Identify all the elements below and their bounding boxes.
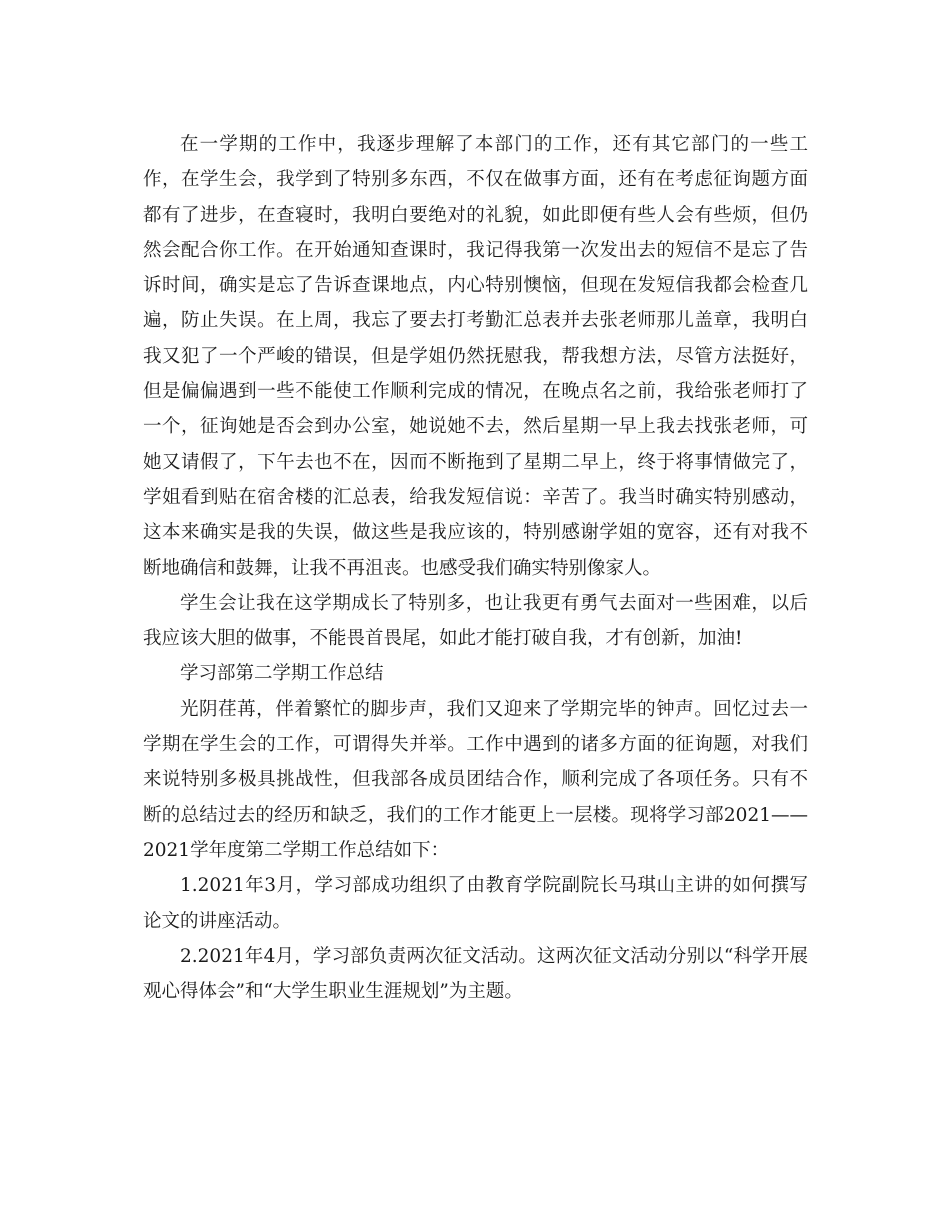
paragraph-item-1: 1.2021年3月，学习部成功组织了由教育学院副院长马琪山主讲的如何撰写论文的讲座活动。 bbox=[143, 875, 808, 932]
paragraph-item-2: 2.2021年4月，学习部负责两次征文活动。这两次征文活动分别以“科学开展观心得体会”和“大学生职业生涯规划”为主题。 bbox=[143, 945, 808, 1003]
section-heading: 学习部第二学期工作总结 bbox=[180, 663, 384, 685]
paragraph-growth: 学生会让我在这学期成长了特别多，也让我更有勇气去面对一些困难，以后我应该大胆的做事，不能畏首畏尾，如此才能打破自我，才有创新，加油! bbox=[143, 592, 808, 650]
paragraph-work-reflection: 在一学期的工作中，我逐步理解了本部门的工作，还有其它部门的一些工作，在学生会，我学到了特别多东西，不仅在做事方面，还有在考虑征询题方面都有了进步，在查寝时，我明白要绝对的礼貌，如此即便有些人会有些烦，但仍然会配合你工作。在开始通知查课时，我记得我第一次发出去的短信不是忘了告诉时间，确实是忘了告诉查课地点，内心特别懊恼，但现在发短信我都会检查几遍，防止失误。在上周，我忘了要去打考勤汇总表并去张老师那儿盖章，我明白我又犯了一个严峻的错误，但是学姐仍然抚慰我，帮我想方法，尽管方法挺好，但是偏偏遇到一些不能使工作顺利完成的情况，在晚点名之前，我给张老师打了一个，征询她是否会到办公室，她说她不去，然后星期一早上我去找张老师，可她又请假了，下午去也不在，因而不断拖到了星期二早上，终于将事情做完了，学姐看到贴在宿舍楼的汇总表，给我发短信说：辛苦了。我当时确实特别感动，这本来确实是我的失误，做这些是我应该的，特别感谢学姐的宽容，还有对我不断地确信和鼓舞，让我不再沮丧。也感受我们确实特别像家人。 bbox=[143, 134, 808, 579]
document-body bbox=[143, 127, 808, 1009]
paragraph-summary-intro: 光阴荏苒，伴着繁忙的脚步声，我们又迎来了学期完毕的钟声。回忆过去一学期在学生会的工作，可谓得失并举。工作中遇到的诸多方面的征询题，对我们来说特别多极具挑战性，但我部各成员团结合作，顺利完成了各项任务。只有不断的总结过去的经历和缺乏，我们的工作才能更上一层楼。现将学习部2021——2021学年度第二学期工作总结如下： bbox=[143, 698, 808, 861]
